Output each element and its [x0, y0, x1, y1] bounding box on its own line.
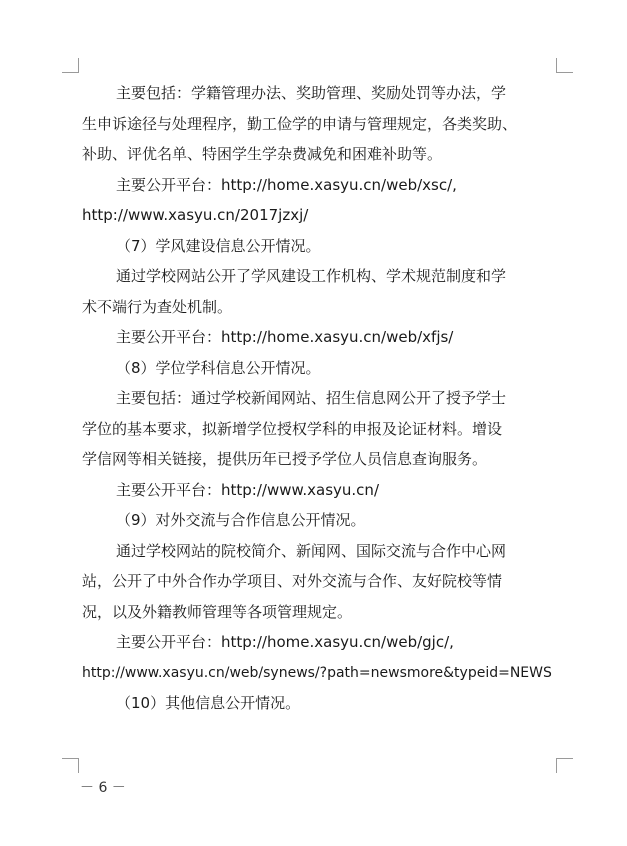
crop-mark-top-right — [556, 58, 573, 73]
text-line: 主要公开平台：http://www.xasyu.cn/ — [116, 480, 379, 499]
page-number: － 6 － — [80, 780, 126, 796]
section-heading: （9）对外交流与合作信息公开情况。 — [116, 511, 366, 529]
text-line: http://www.xasyu.cn/web/synews/?path=newsmore&typeid=NEWS — [82, 664, 552, 681]
section-heading: （10）其他信息公开情况。 — [116, 694, 301, 712]
text-line: 主要公开平台：http://home.xasyu.cn/web/xfjs/ — [116, 328, 454, 346]
text-line: 术不端行为查处机制。 — [82, 297, 233, 316]
crop-mark-bottom-right — [556, 758, 573, 773]
text-line: 生申诉途径与处理程序，勤工俭学的申请与管理规定，各类奖助、 — [82, 114, 518, 133]
text-line: 主要包括：学籍管理办法、奖助管理、奖励处罚等办法，学 — [116, 84, 507, 102]
text-line: 学位的基本要求，拟新增学位授权学科的申报及论证材料。增设 — [82, 419, 503, 438]
section-heading: （7）学风建设信息公开情况。 — [116, 236, 321, 255]
section-heading: （8）学位学科信息公开情况。 — [116, 358, 321, 377]
document-body — [82, 78, 556, 719]
crop-mark-bottom-left — [62, 758, 79, 773]
text-line: 主要公开平台：http://home.xasyu.cn/web/xsc/, — [116, 175, 457, 194]
crop-mark-top-left — [62, 58, 79, 73]
text-line: http://www.xasyu.cn/2017jzxj/ — [82, 206, 309, 224]
text-line: 学信网等相关链接，提供历年已授予学位人员信息查询服务。 — [82, 450, 488, 468]
text-line: 主要公开平台：http://home.xasyu.cn/web/gjc/, — [116, 633, 454, 651]
text-line: 主要包括：通过学校新闻网站、招生信息网公开了授予学士 — [116, 389, 507, 407]
text-line: 补助、评优名单、特困学生学杂费减免和困难补助等。 — [82, 145, 443, 163]
text-line: 况，以及外籍教师管理等各项管理规定。 — [82, 602, 353, 621]
text-line: 通过学校网站公开了学风建设工作机构、学术规范制度和学 — [116, 267, 507, 285]
text-line: 站，公开了中外合作办学项目、对外交流与合作、友好院校等情 — [82, 572, 503, 590]
text-line: 通过学校网站的院校简介、新闻网、国际交流与合作中心网 — [116, 541, 507, 560]
